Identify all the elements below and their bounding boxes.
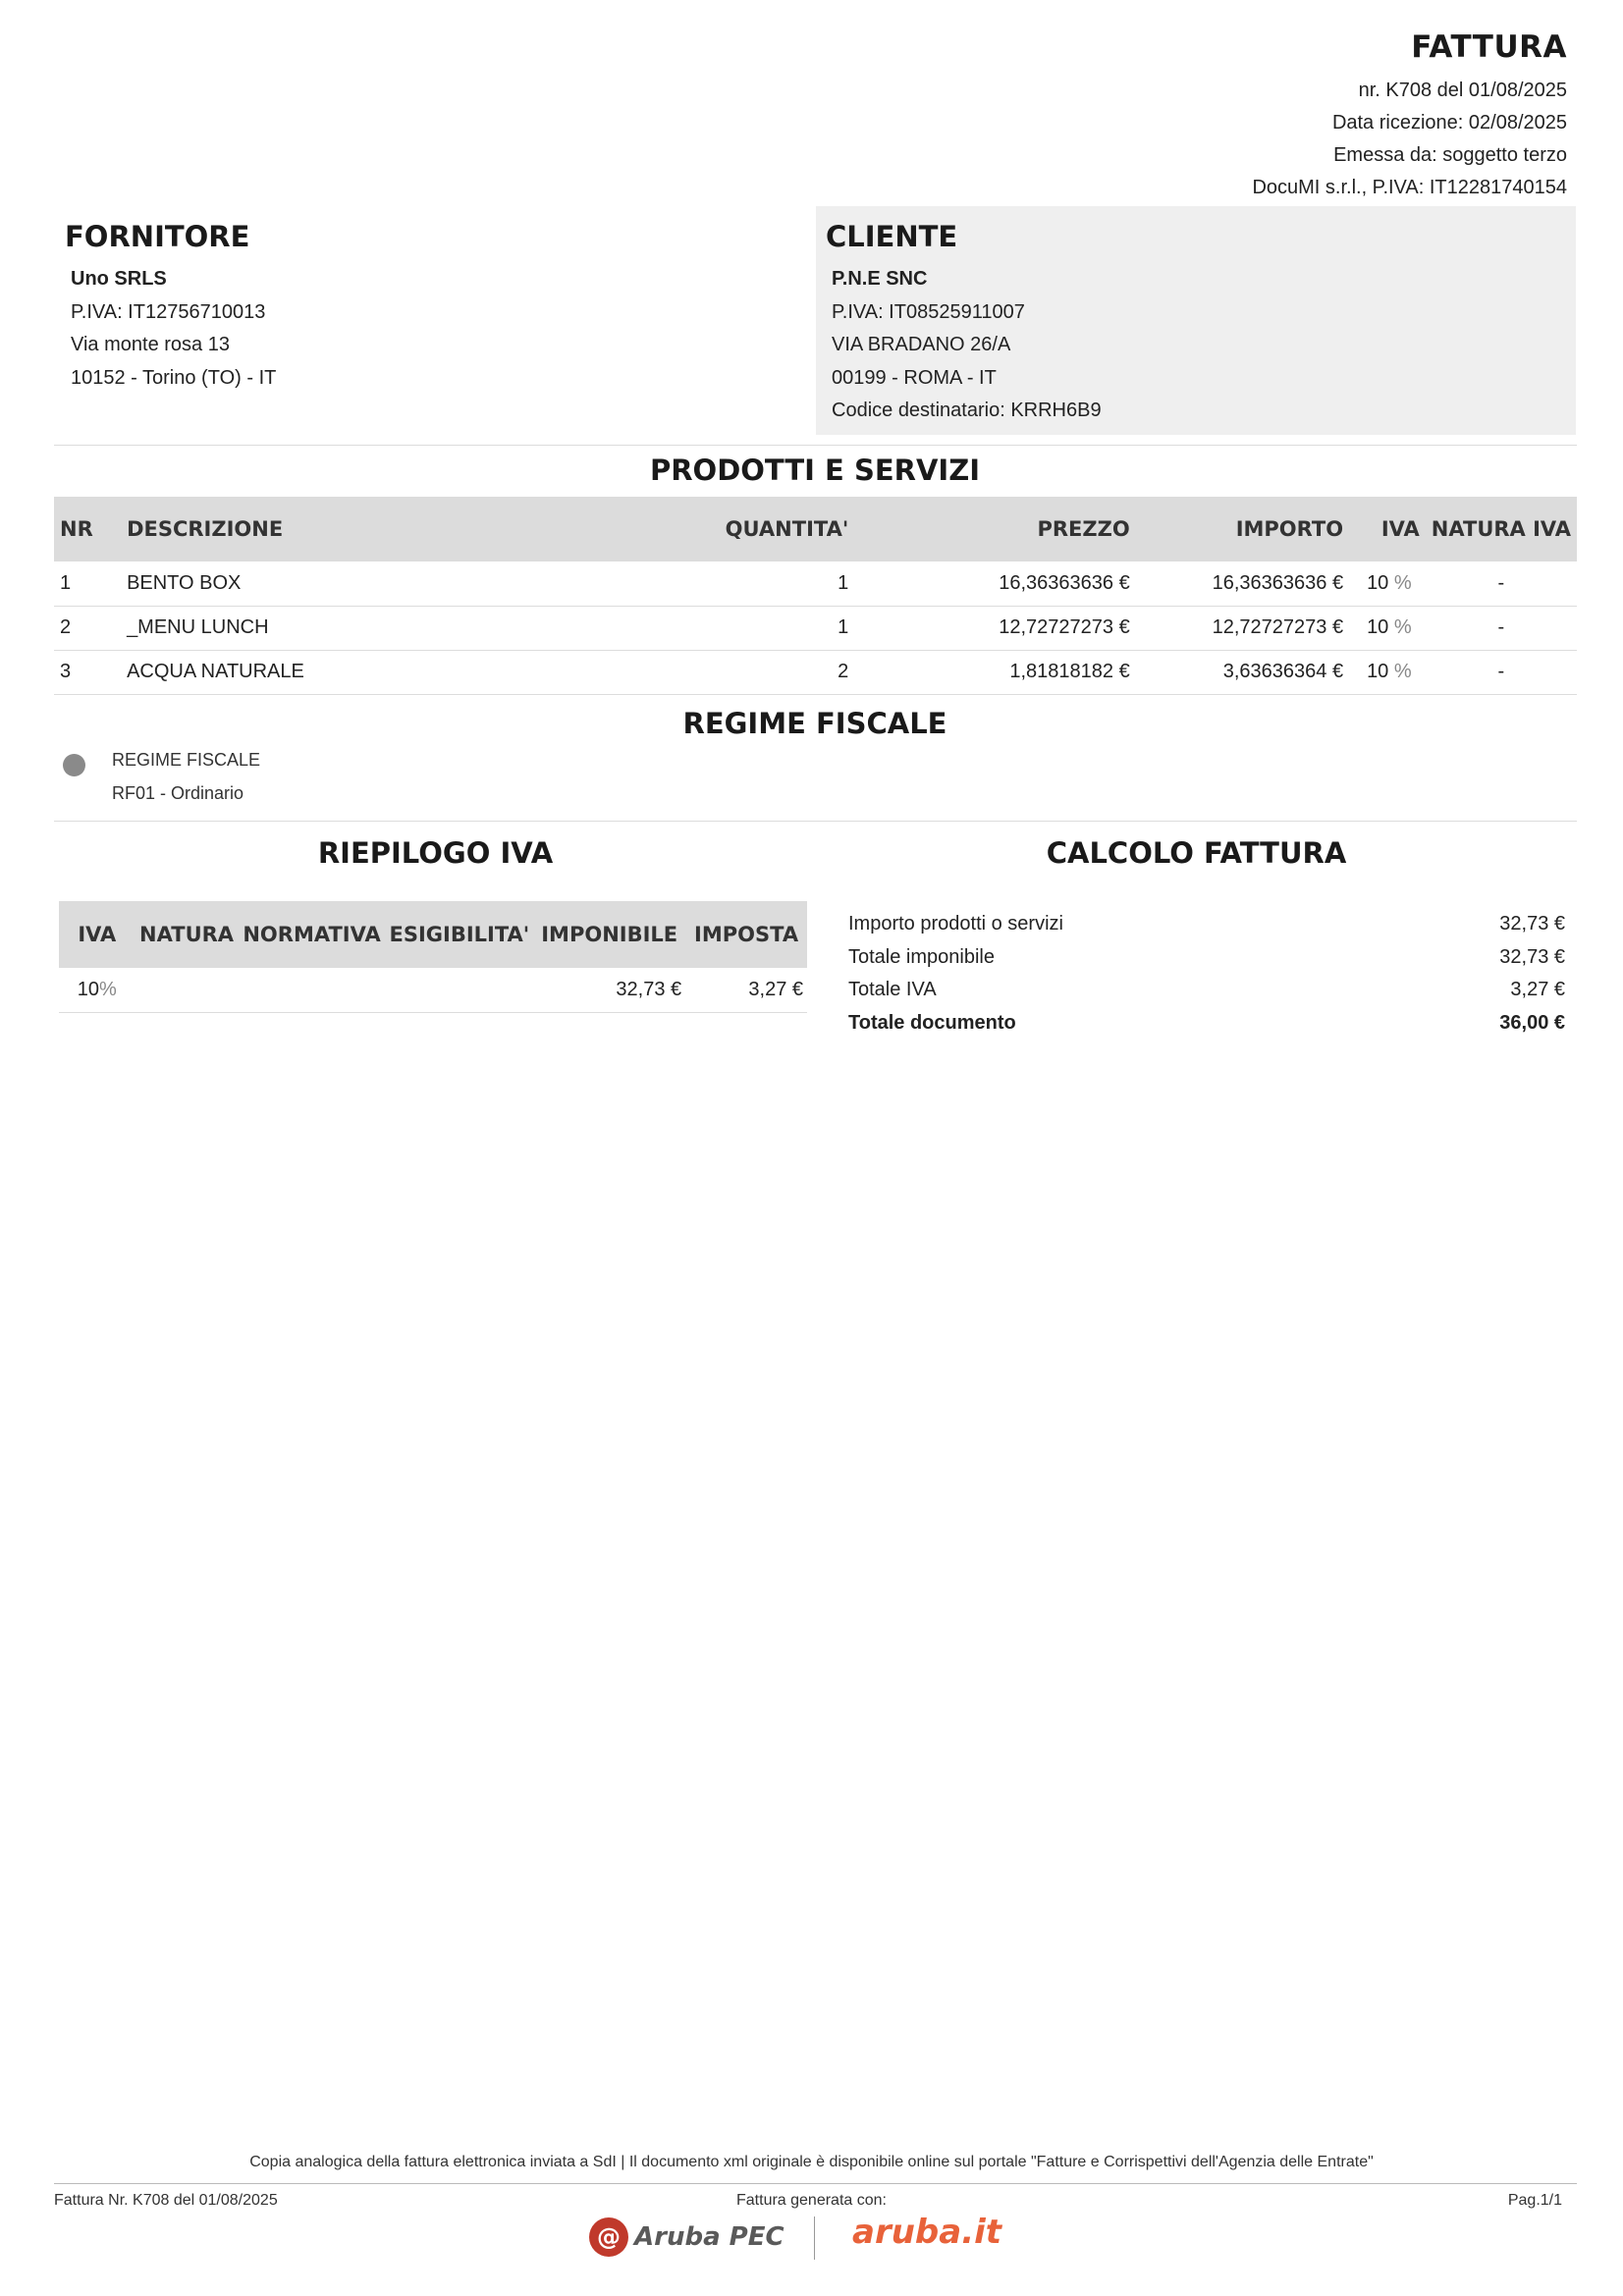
products-table — [54, 497, 1577, 695]
row-importo: 12,72727273 € — [1136, 606, 1349, 650]
row-normativa — [239, 968, 386, 1012]
aruba-pec-mark-icon: @ — [589, 2217, 628, 2257]
client-name: P.N.E SNC — [832, 268, 928, 290]
iva-value: 10 — [1367, 661, 1389, 682]
row-iva — [59, 968, 135, 1012]
calc-row — [848, 974, 1565, 1007]
row-natura: - — [1426, 606, 1577, 650]
riepilogo-title: RIEPILOGO IVA — [317, 836, 554, 870]
table-row — [54, 650, 1577, 694]
vat-summary-table — [59, 901, 807, 1013]
col-natura: NATURA — [135, 901, 239, 968]
row-iva — [1349, 606, 1426, 650]
invoice-header — [1252, 29, 1567, 204]
calc-total-row — [848, 1007, 1565, 1041]
divider — [54, 821, 1577, 822]
iva-value: 10 — [1367, 571, 1389, 594]
col-quantita: QUANTITA' — [595, 497, 854, 561]
logo-divider — [814, 2216, 815, 2260]
calc-label: Totale IVA — [848, 979, 937, 1000]
calc-label: Totale imponibile — [848, 945, 995, 968]
col-iva: IVA — [59, 901, 135, 968]
footer-divider — [54, 2183, 1577, 2184]
calc-value: 36,00 € — [1499, 1011, 1565, 1034]
row-nr: 3 — [54, 650, 121, 694]
table-row — [59, 968, 807, 1012]
invoice-title: FATTURA — [1411, 29, 1567, 65]
client-title: CLIENTE — [826, 220, 958, 253]
regime-title: REGIME FISCALE — [682, 707, 947, 740]
col-iva: IVA — [1349, 497, 1426, 561]
percent-sign: % — [99, 978, 117, 1000]
row-esigibilita — [386, 968, 534, 1012]
products-title: PRODOTTI E SERVIZI — [649, 454, 981, 487]
iva-value: 10 — [77, 978, 99, 1000]
supplier-city: 10152 - Torino (TO) - IT — [71, 366, 277, 389]
supplier-details — [71, 263, 276, 395]
footer-logos — [589, 2209, 1001, 2268]
client-block — [816, 206, 1576, 435]
col-nr: NR — [54, 497, 121, 561]
row-descrizione: _MENU LUNCH — [121, 606, 595, 650]
issued-by: Emessa da: soggetto terzo — [1333, 144, 1567, 166]
percent-sign: % — [1393, 661, 1412, 682]
footer-page-number: Pag.1/1 — [1507, 2192, 1562, 2209]
aruba-pec-logo — [589, 2215, 784, 2260]
supplier-title: FORNITORE — [65, 220, 250, 253]
footer-generated-with: Fattura generata con: — [736, 2192, 887, 2209]
row-prezzo: 12,72727273 € — [854, 606, 1135, 650]
row-natura: - — [1426, 561, 1577, 606]
row-descrizione: ACQUA NATURALE — [121, 650, 595, 694]
divider — [54, 445, 1577, 446]
calc-value: 32,73 € — [1499, 913, 1565, 934]
calc-value: 32,73 € — [1499, 945, 1565, 968]
regime-value: RF01 - Ordinario — [112, 783, 244, 803]
client-city: 00199 - ROMA - IT — [832, 366, 997, 389]
table-row — [54, 606, 1577, 650]
row-importo: 16,36363636 € — [1136, 561, 1349, 606]
row-imposta: 3,27 € — [685, 968, 807, 1012]
third-party: DocuMI s.r.l., P.IVA: IT12281740154 — [1252, 177, 1567, 198]
calc-value: 3,27 € — [1510, 979, 1565, 1000]
reception-date: Data ricezione: 02/08/2025 — [1331, 112, 1567, 133]
invoice-calculation — [848, 908, 1565, 1040]
calc-label: Totale documento — [848, 1011, 1016, 1034]
row-importo: 3,63636364 € — [1136, 650, 1349, 694]
col-prezzo: PREZZO — [854, 497, 1135, 561]
regime-label: REGIME FISCALE — [112, 750, 261, 770]
aruba-pec-text: Aruba PEC — [634, 2222, 784, 2252]
col-esigibilita: ESIGIBILITA' — [386, 901, 534, 968]
row-natura: - — [1426, 650, 1577, 694]
row-descrizione: BENTO BOX — [121, 561, 595, 606]
iva-value: 10 — [1367, 616, 1389, 638]
row-prezzo: 1,81818182 € — [854, 650, 1135, 694]
row-quantita: 1 — [595, 606, 854, 650]
percent-sign: % — [1393, 571, 1412, 594]
row-quantita: 2 — [595, 650, 854, 694]
products-header-row — [54, 497, 1577, 561]
col-imposta: IMPOSTA — [685, 901, 807, 968]
invoice-number: nr. K708 del 01/08/2025 — [1358, 80, 1567, 101]
row-imponibile: 32,73 € — [533, 968, 685, 1012]
supplier-piva: P.IVA: IT12756710013 — [71, 300, 266, 323]
vat-header-row — [59, 901, 807, 968]
client-address: VIA BRADANO 26/A — [832, 334, 1011, 355]
bullet-icon — [63, 754, 85, 776]
footer-note: Copia analogica della fattura elettronica inviata a SdI | Il documento xml originale è disponibile online sul portale "Fatture e Corrispettivi dell'Agenzia delle Entrate" — [249, 2154, 1374, 2170]
calc-row — [848, 941, 1565, 975]
row-quantita: 1 — [595, 561, 854, 606]
col-imponibile: IMPONIBILE — [533, 901, 685, 968]
supplier-block — [55, 206, 816, 435]
row-prezzo: 16,36363636 € — [854, 561, 1135, 606]
supplier-name: Uno SRLS — [71, 268, 167, 290]
client-details — [832, 263, 1102, 428]
row-iva — [1349, 650, 1426, 694]
col-normativa: NORMATIVA — [239, 901, 386, 968]
col-importo: IMPORTO — [1136, 497, 1349, 561]
calc-label: Importo prodotti o servizi — [848, 913, 1063, 934]
table-row — [54, 561, 1577, 606]
row-natura — [135, 968, 239, 1012]
row-iva — [1349, 561, 1426, 606]
row-nr: 1 — [54, 561, 121, 606]
aruba-it-logo: aruba.it — [852, 2213, 1002, 2252]
col-descrizione: DESCRIZIONE — [121, 497, 595, 561]
footer-invoice-ref: Fattura Nr. K708 del 01/08/2025 — [54, 2192, 278, 2209]
col-natura-iva: NATURA IVA — [1426, 497, 1577, 561]
client-code: Codice destinatario: KRRH6B9 — [832, 400, 1102, 421]
row-nr: 2 — [54, 606, 121, 650]
calcolo-title: CALCOLO FATTURA — [1046, 836, 1347, 870]
supplier-address: Via monte rosa 13 — [71, 334, 230, 355]
calc-row — [848, 908, 1565, 941]
client-piva: P.IVA: IT08525911007 — [832, 300, 1025, 323]
percent-sign: % — [1393, 616, 1412, 638]
